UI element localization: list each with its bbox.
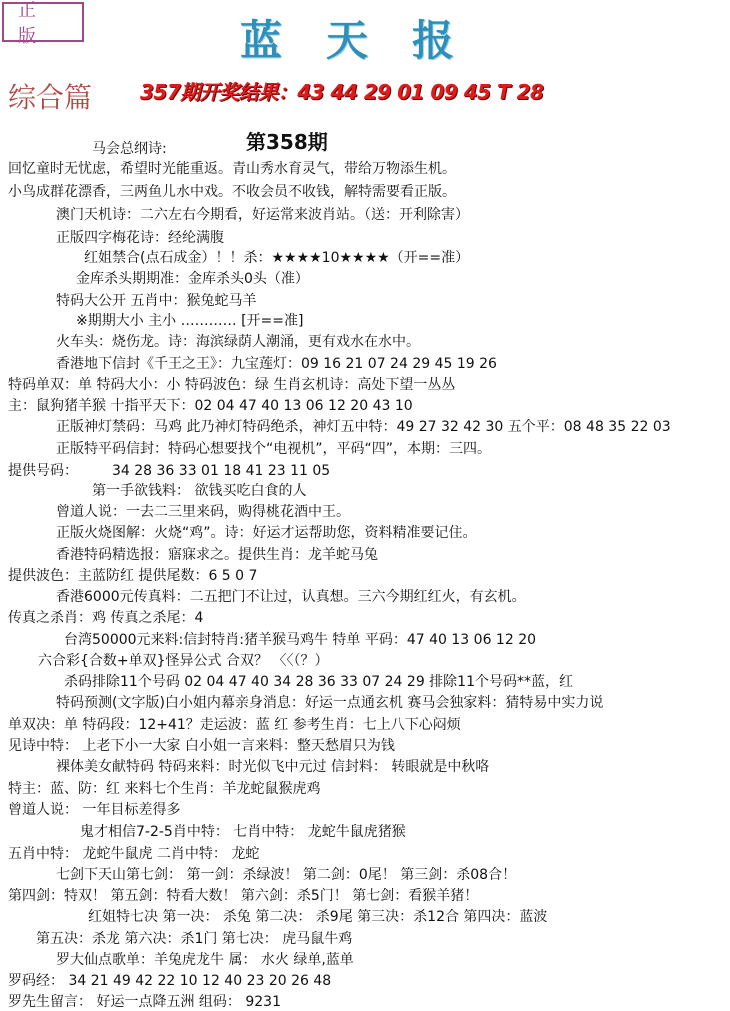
text-line: 鬼才相信7-2-5肖中特： 七肖中特： 龙蛇牛鼠虎猪猴 [80,824,406,840]
text-line: 红姐特七决 第一决： 杀兔 第二决： 杀9尾 第三决：杀12合 第四决：蓝波 [88,909,548,925]
text-line: 香港地下信封《千王之王》：九宝莲灯：09 16 21 07 24 29 45 19 26 [56,356,497,372]
text-line: 34 28 36 33 01 18 41 23 11 05 [112,463,331,479]
text-line: 金库杀头期期准：金库杀头0头（准） [76,271,309,287]
text-line: 提供号码： [8,463,78,479]
text-line: 杀码排除11个号码 02 04 47 40 34 28 36 33 07 24 29 排除11个号码**蓝，红 [64,674,573,690]
text-line: 回忆童时无忧虑，希望时光能重返。青山秀水育灵气，带给万物添生机。 [8,161,456,177]
text-line: 正版神灯禁码：马鸡 此乃神灯特码绝杀，神灯五中特：49 27 32 42 30 五个平：08 48 35 22 03 [56,419,671,435]
text-line: 罗先生留言： 好运一点降五洲 组码： 9231 [8,994,281,1010]
draw-result: 357期开奖结果：43 44 29 01 09 45 T 28 [140,80,544,104]
text-line: 罗大仙点歌单：羊兔虎龙牛 属： 水火 绿单,蓝单 [56,952,354,968]
text-line: 特码预测(文字版)白小姐内幕亲身消息：好运一点通玄机 赛马会独家料：猜特易中实力说 [56,695,604,711]
text-line: 火车头：烧伤龙。诗：海滨绿荫人潮涌，更有戏水在水中。 [56,334,420,350]
genuine-badge: 正版 [2,2,84,42]
text-line: 提供波色：主蓝防红 提供尾数：6 5 0 7 [8,568,258,584]
text-line: 传真之杀肖：鸡 传真之杀尾：4 [8,610,204,626]
text-line: 曾道人说：一去二三里来码，购得桃花酒中王。 [56,504,350,520]
text-line: 小鸟成群花漂香，三两鱼儿水中戏。不收会员不收钱，解特需要看正版。 [8,184,456,200]
text-line: ※期期大小 主小 ………… [开==准] [76,313,304,329]
text-line: 第四剑：特双！ 第五剑：特看大数！ 第六剑：杀5门！ 第七剑：看猴羊猪！ [8,888,479,904]
section-label: 综合篇 [8,81,93,114]
text-line: 正版特平码信封：特码心想要找个“电视机”，平码“四”，本期：三四。 [56,441,492,457]
text-line: 特主：蓝、防：红 来料七个生肖：羊龙蛇鼠猴虎鸡 [8,781,321,797]
text-line: 曾道人说： 一年目标差得多 [8,802,181,818]
text-line: 澳门天机诗：二六左右今期看，好运常来波肖站。（送：开利除害） [56,207,469,223]
text-line: 第一手欲钱料： 欲钱买吃白食的人 [92,483,307,499]
text-line: 香港6000元传真料：二五把门不让过，认真想。三六今期红红火，有玄机。 [56,589,526,605]
text-line: 主：鼠狗猪羊猴 十指平天下：02 04 47 40 13 06 12 20 43 10 [8,398,413,414]
text-line: 裸体美女献特码 特码来料：时光似飞中元过 信封料： 转眼就是中秋咯 [56,759,490,775]
text-line: 香港特码精选报：寤寐求之。提供生肖：龙羊蛇马兔 [56,547,378,563]
text-line: 罗码经： 34 21 49 42 22 10 12 40 23 20 26 48 [8,973,332,989]
text-line: 特码单双：单 特码大小：小 特码波色：绿 生肖玄机诗：高处下望一丛丛 [8,377,456,393]
text-line: 见诗中特： 上老下小一大家 白小姐一言来料：整天愁眉只为钱 [8,738,395,754]
text-line: 正版四字梅花诗：经纶满腹 [56,230,224,246]
text-line: 七剑下天山第七剑： 第一剑：杀绿波！ 第二剑：0尾！ 第三剑：杀08合！ [56,867,517,883]
text-line: 台湾50000元来料:信封特肖:猪羊猴马鸡牛 特单 平码：47 40 13 06 12 20 [64,632,537,648]
text-line: 五肖中特： 龙蛇牛鼠虎 二肖中特： 龙蛇 [8,846,260,862]
text-line: 特码大公开 五肖中：猴兔蛇马羊 [56,293,257,309]
text-line: 第358期 [246,130,328,154]
text-line: 马会总纲诗: [92,141,167,157]
text-line: 单双决：单 特码段：12+41？走运波：蓝 红 参考生肖：七上八下心闷烦 [8,717,461,733]
text-line: 正版火烧图解：火烧“鸡”。诗：好运才运帮助您，资料精准要记住。 [56,525,477,541]
newspaper-title: 蓝天报 [240,16,499,65]
text-line: 六合彩{合数+单双}怪异公式 合双？ 〈〈（？） [38,653,329,669]
text-line: 红姐禁合(点石成金）！！杀：★★★★10★★★★（开==准） [84,250,470,266]
text-line: 第五决：杀龙 第六决：杀1门 第七决： 虎马鼠牛鸡 [36,931,353,947]
